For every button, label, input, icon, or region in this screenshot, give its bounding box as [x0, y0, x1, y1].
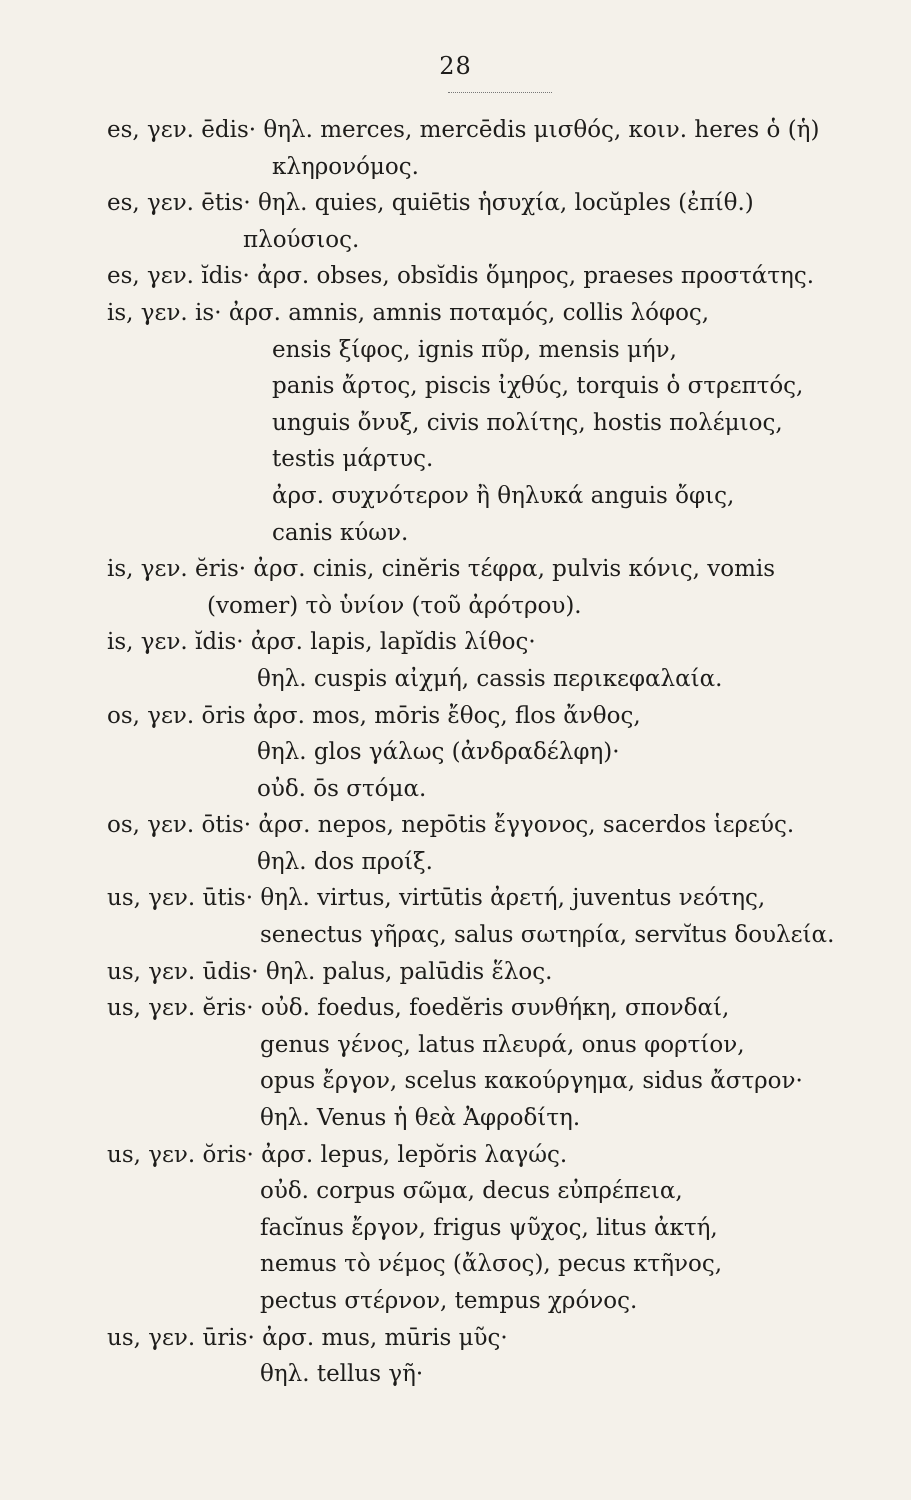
- entry-line: is, γεν. ĭdis· ἀρσ. lapis, lapĭdis λίθος·: [107, 629, 536, 656]
- continuation-line: πλούσιος.: [243, 226, 360, 253]
- continuation-line: nemus τὸ νέμος (ἄλσος), pecus κτῆνος,: [260, 1251, 723, 1278]
- continuation-line: panis ἄρτος, piscis ἰχθύς, torquis ὁ στρεπτός,: [272, 373, 804, 400]
- entry-line: es, γεν. ētis· θηλ. quies, quiētis ἡσυχία, locŭples (ἐπίθ.): [107, 190, 754, 217]
- continuation-line: θηλ. glos γάλως (ἀνδραδέλφη)·: [257, 739, 620, 766]
- continuation-line: senectus γῆρας, salus σωτηρία, servĭtus δουλεία.: [260, 922, 835, 949]
- continuation-line: facĭnus ἔργον, frigus ψῦχος, litus ἀκτή,: [260, 1214, 718, 1241]
- continuation-line: (vomer) τὸ ὑνίον (τοῦ ἀρότρου).: [207, 592, 582, 619]
- page-number-rule: [448, 92, 552, 93]
- continuation-line: ensis ξίφος, ignis πῦρ, mensis μήν,: [272, 336, 677, 363]
- continuation-line: οὐδ. ōs στόμα.: [257, 775, 427, 802]
- continuation-line: testis μάρτυς.: [272, 446, 434, 473]
- entry-line: us, γεν. ūtis· θηλ. virtus, virtūtis ἀρετή, juventus νεότης,: [107, 885, 766, 912]
- continuation-line: κληρονόμος.: [272, 153, 419, 180]
- continuation-line: θηλ. Venus ἡ θεὰ Ἀφροδίτη.: [260, 1105, 581, 1132]
- continuation-line: θηλ. tellus γῆ·: [260, 1361, 424, 1388]
- continuation-line: opus ἔργον, scelus κακούργημα, sidus ἄστρον·: [260, 1068, 803, 1095]
- entry-line: es, γεν. ĭdis· ἀρσ. obses, obsĭdis ὅμηρος, praeses προστάτης.: [107, 263, 815, 290]
- continuation-line: unguis ὄνυξ, civis πολίτης, hostis πολέμιος,: [272, 409, 783, 436]
- entry-line: is, γεν. is· ἀρσ. amnis, amnis ποταμός, collis λόφος,: [107, 299, 710, 326]
- page-number: 28: [439, 52, 472, 80]
- entry-line: us, γεν. ĕris· οὐδ. foedus, foedĕris συνθήκη, σπονδαί,: [107, 995, 730, 1022]
- entry-line: os, γεν. ōtis· ἀρσ. nepos, nepōtis ἔγγονος, sacerdos ἱερεύς.: [107, 812, 795, 839]
- entry-line: es, γεν. ēdis· θηλ. merces, mercēdis μισθός, κοιν. heres ὁ (ἡ): [107, 117, 820, 143]
- continuation-line: οὐδ. corpus σῶμα, decus εὐπρέπεια,: [260, 1178, 683, 1205]
- entry-line: us, γεν. ŏris· ἀρσ. lepus, lepŏris λαγώς.: [107, 1141, 568, 1168]
- continuation-line: canis κύων.: [272, 519, 409, 546]
- continuation-line: θηλ. cuspis αἰχμή, cassis περικεφαλαία.: [257, 665, 723, 692]
- declension-list: [107, 112, 887, 1393]
- continuation-line: ἀρσ. συχνότερον ἢ θηλυκά anguis ὄφις,: [272, 482, 735, 509]
- continuation-line: genus γένος, latus πλευρά, onus φορτίον,: [260, 1031, 745, 1058]
- continuation-line: θηλ. dos προίξ.: [257, 848, 433, 875]
- entry-line: is, γεν. ĕris· ἀρσ. cinis, cinĕris τέφρα, pulvis κόνις, vomis: [107, 556, 776, 583]
- entry-line: us, γεν. ūris· ἀρσ. mus, mūris μῦς·: [107, 1324, 508, 1351]
- entry-line: os, γεν. ōris ἀρσ. mos, mōris ἔθος, flos ἄνθος,: [107, 702, 641, 729]
- continuation-line: pectus στέρνον, tempus χρόνος.: [260, 1288, 638, 1314]
- entry-line: us, γεν. ūdis· θηλ. palus, palūdis ἕλος.: [107, 958, 553, 985]
